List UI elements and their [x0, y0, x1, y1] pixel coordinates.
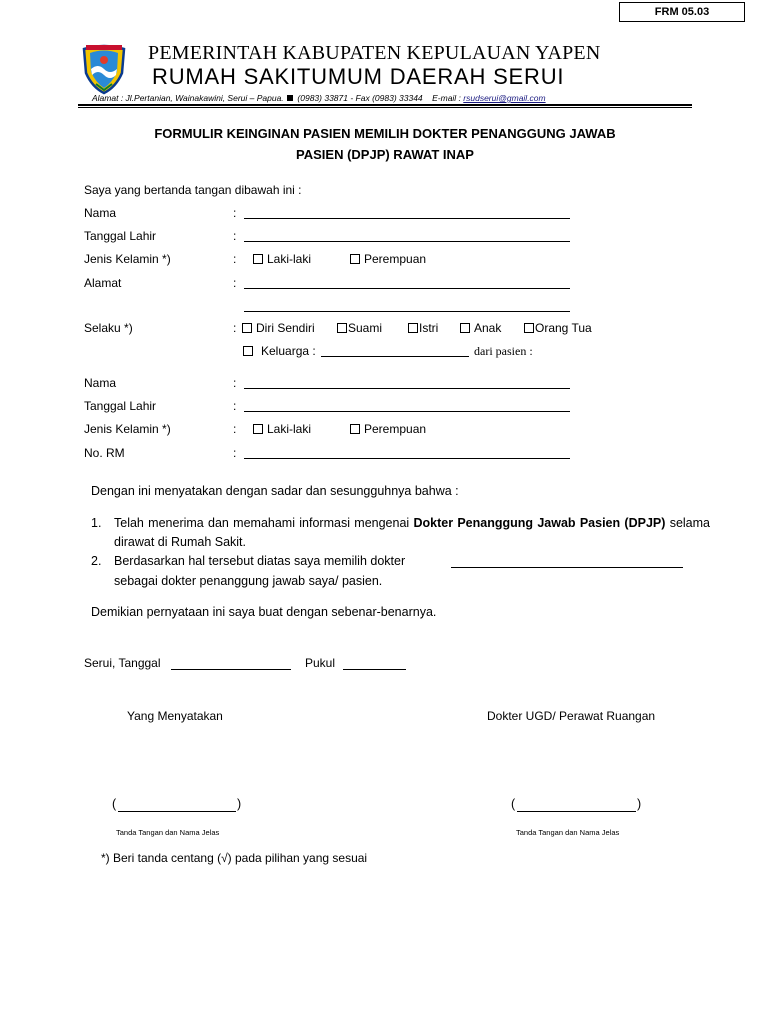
- colon: :: [233, 229, 237, 243]
- selaku-option-suami[interactable]: [337, 321, 382, 335]
- item2-number: 2.: [91, 554, 102, 568]
- gender-female-option-1[interactable]: [350, 252, 426, 266]
- right-open-paren: (: [511, 797, 516, 811]
- left-signature-caption: Tanda Tangan dan Nama Jelas: [116, 828, 220, 837]
- closing-statement: Demikian pernyataan ini saya buat dengan sebenar-benarnya.: [91, 605, 437, 619]
- item2-line2: sebagai dokter penanggung jawab saya/ pasien.: [114, 574, 383, 588]
- signature-left-title: Yang Menyatakan: [127, 709, 223, 723]
- left-signature-line[interactable]: [118, 811, 236, 812]
- pukul-label: Pukul: [305, 656, 336, 670]
- item1-pre: Telah menerima dan memahami informasi mengenai: [114, 516, 414, 530]
- checkbox-keluarga[interactable]: [243, 346, 253, 356]
- colon: :: [233, 276, 237, 290]
- checkbox-orang-tua[interactable]: [524, 323, 534, 333]
- form-title-line2: PASIEN (DPJP) RAWAT INAP: [296, 147, 474, 162]
- form-title-line1: FORMULIR KEINGINAN PASIEN MEMILIH DOKTER PENANGGUNG JAWAB: [154, 126, 616, 141]
- gender-male-option-2[interactable]: [253, 422, 311, 436]
- label-no-rm: No. RM: [84, 446, 125, 460]
- tanggal-lahir-1-field-line[interactable]: [244, 241, 570, 242]
- phone-icon: [287, 95, 293, 101]
- item1-bold: Dokter Penanggung Jawab Pasien (DPJP): [413, 516, 666, 530]
- footnote: *) Beri tanda centang (√) pada pilihan yang sesuai: [101, 851, 368, 865]
- label-jenis-kelamin-2: Jenis Kelamin *): [84, 422, 171, 436]
- email-link[interactable]: rsudserui@gmail.com: [463, 93, 546, 103]
- label-alamat: Alamat: [84, 276, 122, 290]
- form-code-box: [619, 2, 745, 22]
- nama-2-field-line[interactable]: [244, 388, 570, 389]
- colon: :: [233, 446, 237, 460]
- colon: :: [233, 321, 237, 335]
- keluarga-field-line[interactable]: [321, 356, 469, 357]
- selaku-option-orang-tua[interactable]: [524, 321, 592, 335]
- serui-tanggal-label: Serui, Tanggal: [84, 656, 161, 670]
- right-close-paren: ): [637, 797, 642, 811]
- checkbox-anak[interactable]: [460, 323, 470, 333]
- label-tanggal-lahir-2: Tanggal Lahir: [84, 399, 157, 413]
- hospital-name: RUMAH SAKITUMUM DAERAH SERUI: [152, 64, 565, 89]
- item1-post: selama dirawat di Rumah Sakit.: [114, 516, 710, 549]
- colon: :: [233, 376, 237, 390]
- no-rm-field-line[interactable]: [244, 458, 570, 459]
- address-text: Alamat : Jl.Pertanian, Wainakawini, Serui – Papua.: [92, 93, 284, 103]
- regency-emblem-logo: [80, 43, 128, 95]
- tanggal-field-line[interactable]: [171, 669, 291, 670]
- option-label: Istri: [419, 321, 439, 335]
- checkbox-laki-laki-1[interactable]: [253, 254, 263, 264]
- option-label: Suami: [348, 321, 383, 335]
- label-selaku: Selaku *): [84, 321, 133, 335]
- dokter-name-field-line[interactable]: [451, 567, 683, 568]
- tanggal-lahir-2-field-line[interactable]: [244, 411, 570, 412]
- label-tanggal-lahir-1: Tanggal Lahir: [84, 229, 157, 243]
- option-label: Diri Sendiri: [256, 321, 315, 335]
- colon: :: [233, 206, 237, 220]
- gender-male-label: Laki-laki: [267, 422, 312, 436]
- item2-line1: Berdasarkan hal tersebut diatas saya memilih dokter: [114, 554, 406, 568]
- selaku-option-diri-sendiri[interactable]: [242, 321, 315, 335]
- header-rule-thin: [78, 107, 692, 108]
- email-label: E-mail :: [432, 93, 461, 103]
- selaku-option-istri[interactable]: [408, 321, 438, 335]
- item1-text: [114, 514, 710, 552]
- right-signature-line[interactable]: [517, 811, 636, 812]
- right-signature-caption: Tanda Tangan dan Nama Jelas: [516, 828, 620, 837]
- gender-male-label: Laki-laki: [267, 252, 312, 266]
- alamat-field-line-2[interactable]: [244, 311, 570, 312]
- gender-male-option-1[interactable]: [253, 252, 311, 266]
- statement-intro: Dengan ini menyatakan dengan sadar dan sesungguhnya bahwa :: [91, 484, 459, 498]
- alamat-field-line-1[interactable]: [244, 288, 570, 289]
- pukul-field-line[interactable]: [343, 669, 406, 670]
- left-close-paren: ): [237, 797, 242, 811]
- address-line: [92, 93, 546, 103]
- gender-female-option-2[interactable]: [350, 422, 426, 436]
- nama-1-field-line[interactable]: [244, 218, 570, 219]
- label-jenis-kelamin-1: Jenis Kelamin *): [84, 252, 171, 266]
- gender-female-label: Perempuan: [364, 252, 427, 266]
- checkbox-istri[interactable]: [408, 323, 418, 333]
- form-code: FRM 05.03: [654, 6, 710, 18]
- checkbox-laki-laki-2[interactable]: [253, 424, 263, 434]
- label-nama-1: Nama: [84, 206, 117, 220]
- colon: :: [233, 422, 237, 436]
- option-label: Orang Tua: [535, 321, 592, 335]
- item1-number: 1.: [91, 516, 102, 530]
- left-open-paren: (: [112, 797, 117, 811]
- signature-right-title: Dokter UGD/ Perawat Ruangan: [487, 709, 656, 723]
- label-nama-2: Nama: [84, 376, 117, 390]
- dari-pasien-label: dari pasien :: [474, 344, 533, 358]
- checkbox-suami[interactable]: [337, 323, 347, 333]
- colon: :: [233, 252, 237, 266]
- phone-fax: (0983) 33871 - Fax (0983) 33344: [297, 93, 423, 103]
- checkbox-perempuan-2[interactable]: [350, 424, 360, 434]
- government-name: PEMERINTAH KABUPATEN KEPULAUAN YAPEN: [148, 42, 601, 64]
- intro-text: Saya yang bertanda tangan dibawah ini :: [84, 183, 302, 197]
- keluarga-label: Keluarga :: [261, 344, 316, 358]
- selaku-option-anak[interactable]: [460, 321, 501, 335]
- colon: :: [233, 399, 237, 413]
- selaku-option-keluarga[interactable]: [243, 344, 316, 358]
- checkbox-perempuan-1[interactable]: [350, 254, 360, 264]
- gender-female-label: Perempuan: [364, 422, 427, 436]
- checkbox-diri-sendiri[interactable]: [242, 323, 252, 333]
- header-rule-thick: [78, 104, 692, 106]
- option-label: Anak: [474, 321, 502, 335]
